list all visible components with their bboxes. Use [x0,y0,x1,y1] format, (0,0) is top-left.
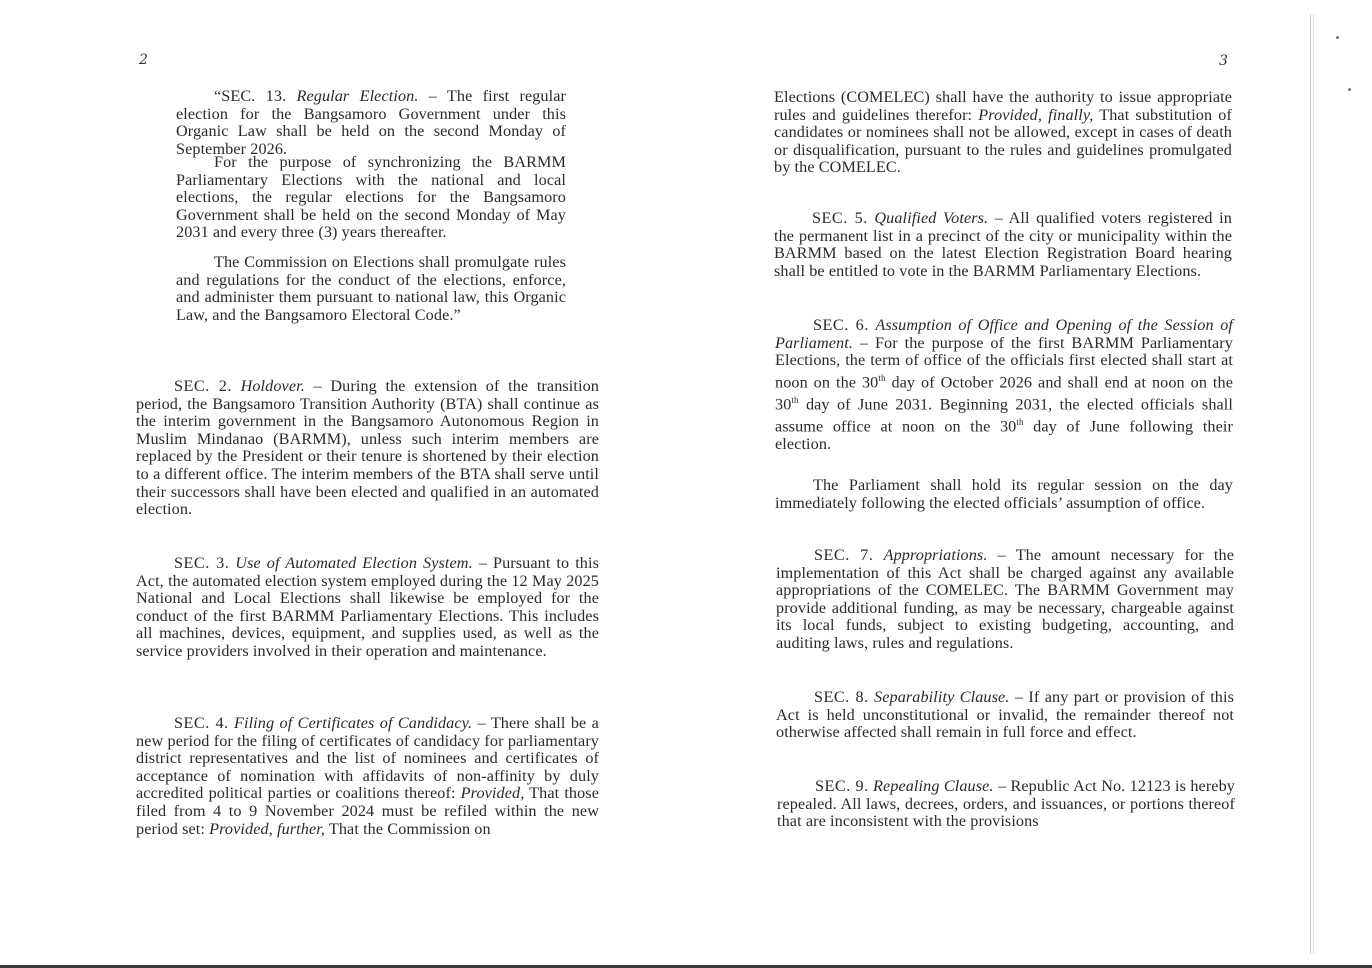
sec4-proviso-2: Provided, further, [209,819,325,838]
sec4-lead: SEC. 4. [174,714,229,732]
sec3-paragraph [136,555,599,661]
sec6-p2-text: The Parliament shall hold its regular session on the day immediately following the elected officials’ assumption of office. [775,476,1233,512]
sec4-text-2: That those filed from 4 to 9 November 2024 must be refiled within the new period set: [136,784,599,838]
scan-speck [1348,88,1351,91]
sec13-text: – The first regular election for the Bangsamoro Government under this Organic Law shall be held on the second Monday of September 2026. [176,87,566,158]
sec3-title: Use of Automated Election System. [235,554,473,572]
sec9-title: Repealing Clause. [872,777,994,795]
sec4-proviso-1: Provided, [460,784,525,803]
sec2-text: – During the extension of the transition period, the Bangsamoro Transition Authority (BTA) shall continue as the interim government in the Bangsamoro Autonomous Region in Muslim Mindanao (BARMM), unless such interim members are replaced by the President or their tenure is shortened by their election to a different office. The interim members of the BTA shall serve until their successors shall have been elected and qualified in an automated election. [136,377,599,519]
sec13-lead: “SEC. 13. [214,87,287,105]
sec9-text: – Republic Act No. 12123 is hereby repealed. All laws, decrees, orders, and issuances, or portions thereof that are inconsistent with the provisions [777,777,1235,831]
sec6-sup-2: th [791,394,799,405]
sec5-paragraph [774,210,1232,280]
sec9-paragraph [777,778,1235,831]
sec4-title: Filing of Certificates of Candidacy. [234,714,473,732]
sec8-lead: SEC. 8. [814,688,869,706]
sec6-title: Assumption of Office and Opening of the Session of Parliament. [775,316,1233,352]
sec3-text: – Pursuant to this Act, the automated election system employed during the 12 May 2025 National and Local Elections shall likewise be employed for the conduct of the first BARMM Parliamentary Elections. This includes all machines, devices, equipment, and supplies used, as well as the service providers involved in their operation and maintenance. [136,554,599,660]
sec13-paragraph-2 [176,154,566,254]
sec8-text: – If any part or provision of this Act is held unconstitutional or invalid, the remainder thereof not otherwise affected shall remain in full force and effect. [776,688,1234,742]
sec6-sup-1: th [878,372,886,383]
sec13-title: Regular Election. [296,87,419,105]
sec6-lead: SEC. 6. [813,316,869,334]
continuation-paragraph [774,89,1232,177]
sec8-title: Separability Clause. [874,688,1010,706]
sec9-lead: SEC. 9. [815,777,869,795]
sec6-text-4: day of June following their election. [775,417,1233,453]
sec4-paragraph [136,715,599,838]
sec4-text-1: – There shall be a new period for the filing of certificates of candidacy for parliamentary district representatives and the list of nominees and certificates of acceptance of nomination with affidavits of non-affinity by duly accredited political parties or coalitions thereof: [136,714,599,803]
binding-line-2 [1313,14,1314,954]
sec13-paragraph-1 [176,87,566,158]
binding-line [1310,14,1311,954]
cont-proviso: Provided, finally, [978,105,1094,124]
sec2-lead: SEC. 2. [174,377,232,395]
sec3-lead: SEC. 3. [174,554,230,572]
sec8-paragraph [776,689,1234,742]
scan-speck [1336,36,1339,39]
sec4-text-3: That the Commission on [328,819,491,838]
cont-text-1: Elections (COMELEC) shall have the authority to issue appropriate rules and guidelines therefor: [774,88,1232,124]
sec5-title: Qualified Voters. [874,209,989,227]
sec6-sup-3: th [1016,416,1024,427]
page-number-left: 2 [139,52,148,68]
sec13-block [176,88,566,324]
sec7-lead: SEC. 7. [814,546,874,564]
sec7-paragraph [776,547,1234,653]
sec6-text-3: day of June 2031. Beginning 2031, the elected officials shall assume office at noon on the 30 [775,395,1233,436]
sec6-text-1: – For the purpose of the first BARMM Parliamentary Elections, the term of office of the officials first elected shall start at noon on the 30 [775,333,1233,392]
sec6-paragraph-2 [775,477,1233,512]
sec5-lead: SEC. 5. [812,209,868,227]
cont-text-2: That substitution of candidates or nominees shall not be allowed, except in cases of death or disqualification, pursuant to the rules and guidelines promulgated by the COMELEC. [774,105,1232,177]
sec5-text: – All qualified voters registered in the permanent list in a precinct of the city or municipality within the BARMM based on the latest Election Registration Board hearing shall be entitled to vote in the BARMM Parliamentary Elections. [774,209,1232,280]
sec13-p3-text: The Commission on Elections shall promulgate rules and regulations for the conduct of the elections, enforce, and administer them pursuant to national law, this Organic Law, and the Bangsamoro Electoral Code.” [176,253,566,324]
sec2-paragraph [136,378,599,519]
page-number-right: 3 [1219,53,1228,69]
sec7-title: Appropriations. [883,546,988,564]
sec2-title: Holdover. [240,377,305,395]
sec6-text-2: day of October 2026 and shall end at noon on the 30 [775,373,1233,414]
sec6-paragraph [775,317,1233,453]
sec13-paragraph-3 [176,254,566,324]
sec7-text: – The amount necessary for the implementation of this Act shall be charged against any available appropriations of the COMELEC. The BARMM Government may provide additional funding, as may be necessary, chargeable against its local funds, subject to existing budgeting, accounting, and auditing laws, rules and regulations. [776,546,1234,652]
sec13-p2-text: For the purpose of synchronizing the BARMM Parliamentary Elections with the national and local elections, the regular elections for the Bangsamoro Government shall be held on the second Monday of May 2031 and every three (3) years thereafter. [176,153,566,242]
